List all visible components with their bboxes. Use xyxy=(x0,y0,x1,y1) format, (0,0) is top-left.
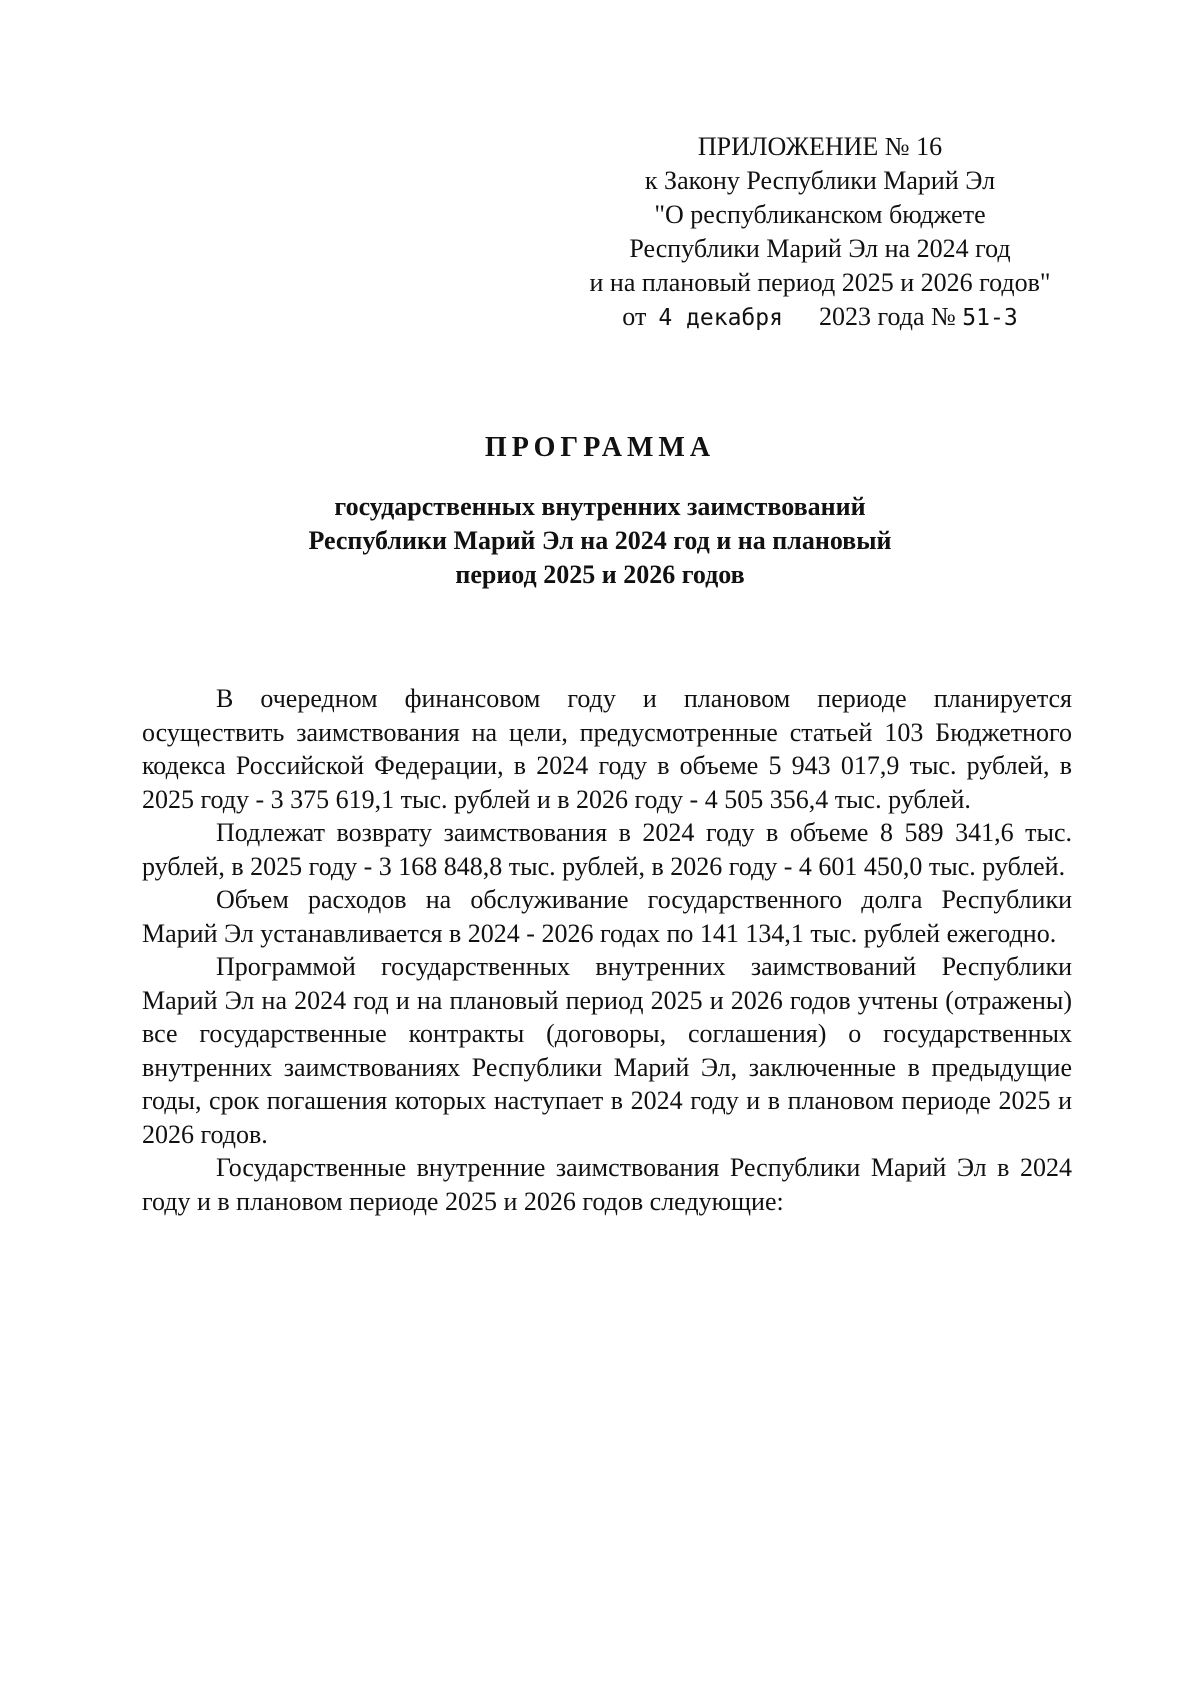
subtitle-line-2: Республики Марий Эл на 2024 год и на плановый xyxy=(308,526,892,555)
appendix-date-line xyxy=(560,300,1080,335)
paragraph-borrowings-list-intro: Государственные внутренние заимствования Республики Марий Эл в 2024 году и в плановом периоде 2025 и 2026 годов следующие: xyxy=(142,1153,1072,1216)
appendix-law-title-3: и на плановый период 2025 и 2026 годов" xyxy=(589,268,1051,297)
paragraph-debt-service: Объем расходов на обслуживание государственного долга Республики Марий Эл устанавливается в 2024 - 2026 годах по 141 134,1 тыс. рублей ежегодно. xyxy=(142,885,1072,948)
document-subtitle xyxy=(150,490,1050,592)
document-body xyxy=(142,682,1072,1218)
date-year: 2023 года № xyxy=(818,302,956,331)
subtitle-line-1: государственных внутренних заимствований xyxy=(334,492,866,521)
paragraph-borrowings: В очередном финансовом году и плановом периоде планируется осуществить заимствования на цели, предусмотренные статьей 103 Бюджетного кодекса Российской Федерации, в 2024 году в объеме 5 943 017,9 тыс. рублей, в 2025 году - 3 375 619,1 тыс. рублей и в 2026 году - 4 505 356,4 тыс. рублей. xyxy=(142,684,1072,814)
date-prefix: от xyxy=(622,302,647,331)
paragraph-repayment: Подлежат возврату заимствования в 2024 году в объеме 8 589 341,6 тыс. рублей, в 2025 году - 3 168 848,8 тыс. рублей, в 2026 году - 4 601 450,0 тыс. рублей. xyxy=(142,818,1072,881)
appendix-number: ПРИЛОЖЕНИЕ № 16 xyxy=(697,132,943,161)
paragraph-program-scope: Программой государственных внутренних заимствований Республики Марий Эл на 2024 год и на плановый период 2025 и 2026 годов учтены (отражены) все государственные контракты (договоры, соглашения) о государственных внутренних заимствованиях Республики Марий Эл, заключенные в предыдущие годы, срок погашения которых наступает в 2024 году и в плановом периоде 2025 и 2026 годов. xyxy=(142,952,1072,1149)
law-number-typed: 51-З xyxy=(962,305,1018,331)
appendix-header xyxy=(560,130,1080,335)
appendix-law-title-2: Республики Марий Эл на 2024 год xyxy=(629,234,1011,263)
appendix-law-title-1: "О республиканском бюджете xyxy=(654,200,986,229)
subtitle-line-3: период 2025 и 2026 годов xyxy=(455,560,745,589)
document-title: ПРОГРАММА xyxy=(484,432,716,463)
date-typed: 4 декабря xyxy=(658,305,783,331)
appendix-law-reference: к Закону Республики Марий Эл xyxy=(644,166,996,195)
